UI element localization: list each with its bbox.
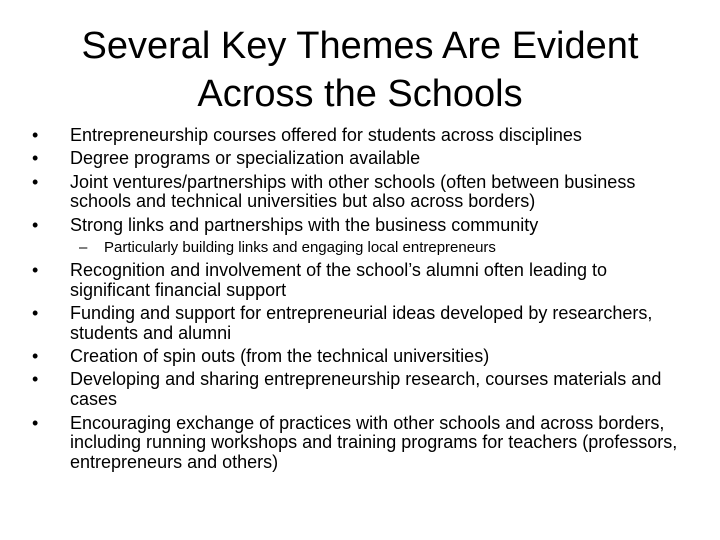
bullet-text: Encouraging exchange of practices with other schools and across borders, including running workshops and training programs for teachers (professors, entrepreneurs and others) — [70, 412, 678, 473]
bullet-item — [0, 304, 720, 344]
bullet-dot-icon: • — [32, 125, 39, 145]
dash-icon: – — [79, 238, 88, 256]
sub-bullet-text: Particularly building links and engaging local entrepreneurs — [104, 238, 496, 256]
bullet-list — [0, 126, 720, 476]
slide-title — [0, 22, 720, 118]
bullet-text: Strong links and partnerships with the business community — [70, 214, 539, 235]
bullet-dot-icon: • — [32, 303, 39, 324]
bullet-dot-icon: • — [32, 171, 39, 192]
bullet-text: Recognition and involvement of the school’s alumni often leading to significant financial support — [70, 259, 608, 300]
bullet-text: Funding and support for entrepreneurial ideas developed by researchers, students and alumni — [70, 303, 653, 343]
bullet-text: Degree programs or specialization available — [70, 148, 421, 169]
bullet-dot-icon: • — [32, 259, 39, 280]
bullet-item — [0, 126, 720, 146]
bullet-dot-icon: • — [32, 369, 39, 390]
bullet-item — [0, 347, 720, 367]
bullet-text: Developing and sharing entrepreneurship research, courses materials and cases — [70, 369, 662, 410]
bullet-text: Creation of spin outs (from the technical universities) — [70, 346, 490, 367]
bullet-text: Entrepreneurship courses offered for students across disciplines — [70, 125, 582, 145]
sub-bullet-item — [0, 239, 720, 257]
bullet-item — [0, 370, 720, 410]
bullet-dot-icon: • — [32, 148, 39, 169]
bullet-dot-icon: • — [32, 346, 39, 367]
bullet-text: Joint ventures/partnerships with other schools (often between business schools and technical universities but also across borders) — [70, 171, 636, 212]
bullet-item — [0, 173, 720, 213]
bullet-item — [0, 216, 720, 236]
bullet-item — [0, 414, 720, 473]
bullet-item — [0, 149, 720, 169]
bullet-item — [0, 261, 720, 301]
slide-title-line-2: Across the Schools — [197, 73, 523, 115]
slide-title-line-1: Several Key Themes Are Evident — [81, 25, 639, 67]
bullet-dot-icon: • — [32, 214, 39, 235]
bullet-dot-icon: • — [32, 412, 39, 433]
